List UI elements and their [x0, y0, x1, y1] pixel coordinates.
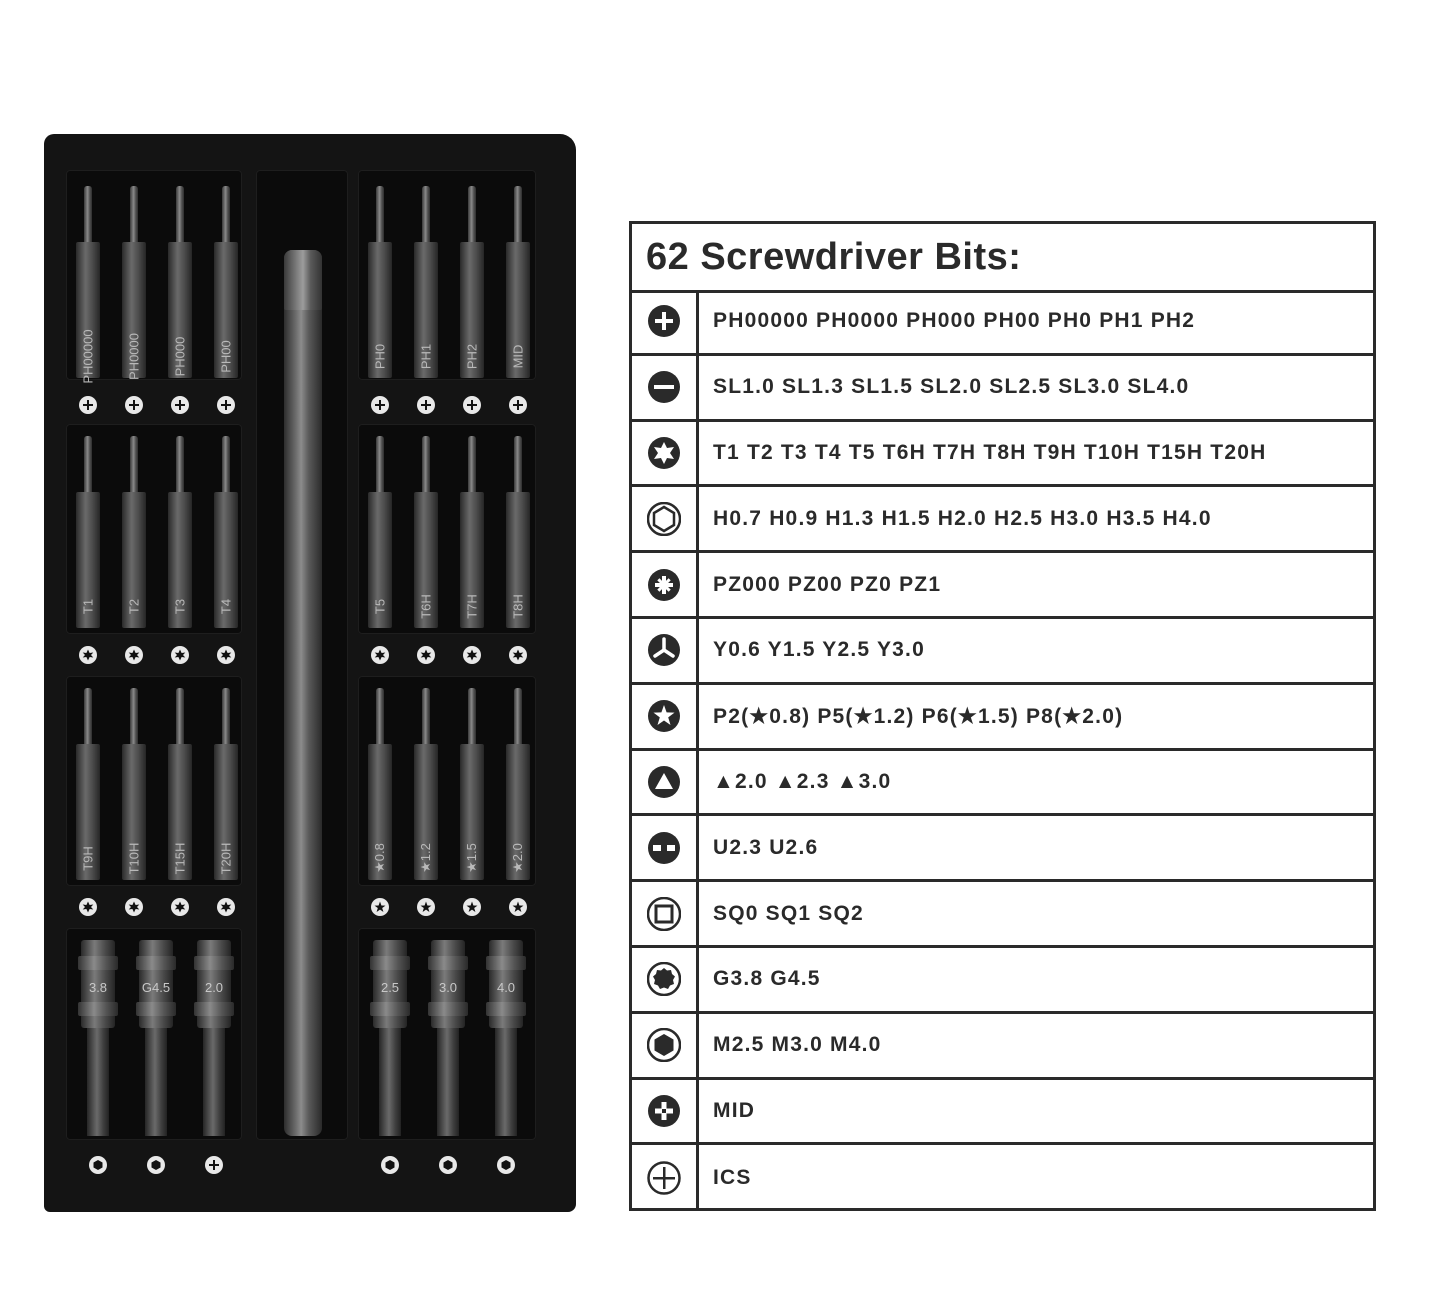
- row-icon-cell: [632, 816, 699, 879]
- square-icon: [647, 897, 681, 931]
- pentalobe-icon: [647, 699, 681, 733]
- screwdriver-bit[interactable]: [166, 186, 194, 378]
- bit-label: PH00: [218, 340, 234, 373]
- bit-tip: [84, 688, 92, 748]
- table-row: [632, 553, 1373, 619]
- socket-bit[interactable]: [76, 940, 120, 1136]
- table-row: [632, 422, 1373, 488]
- socket-stem: [87, 1028, 109, 1136]
- row-bit-sizes: G3.8 G4.5: [713, 967, 821, 991]
- star-icon: [371, 898, 389, 916]
- torx-icon: [79, 646, 97, 664]
- handle-cap: [284, 250, 322, 310]
- row-icon-cell: [632, 685, 699, 748]
- phillips-icon: [217, 396, 235, 414]
- bit-label: PH2: [464, 343, 480, 370]
- socket-bit[interactable]: [192, 940, 236, 1136]
- screwdriver-bit[interactable]: [166, 688, 194, 880]
- torx-icon: [79, 898, 97, 916]
- socket-stem: [437, 1028, 459, 1136]
- bit-tip: [422, 186, 430, 246]
- screwdriver-bit[interactable]: [120, 688, 148, 880]
- bit-tip: [376, 436, 384, 496]
- row-bit-sizes: PZ000 PZ00 PZ0 PZ1: [713, 572, 942, 596]
- screwdriver-bit[interactable]: [366, 688, 394, 880]
- table-row: [632, 1145, 1373, 1211]
- phillips-icon: [171, 396, 189, 414]
- screwdriver-bit[interactable]: [504, 436, 532, 628]
- socket-band: [136, 956, 176, 970]
- row-bit-sizes: SL1.0 SL1.3 SL1.5 SL2.0 SL2.5 SL3.0 SL4.0: [713, 375, 1190, 399]
- bit-label: MID: [510, 344, 526, 369]
- bit-label: PH0000: [126, 333, 142, 380]
- bit-label: ★0.8: [372, 843, 387, 873]
- screwdriver-bit[interactable]: [74, 688, 102, 880]
- bit-label: T7H: [464, 594, 480, 619]
- row-icon-cell: [632, 1080, 699, 1143]
- row-icon-cell: [632, 290, 699, 353]
- screwdriver-bit[interactable]: [74, 436, 102, 628]
- table-title: 62 Screwdriver Bits:: [646, 235, 1022, 278]
- row-icon-cell: [632, 751, 699, 814]
- row-bit-sizes: P2(★0.8) P5(★1.2) P6(★1.5) P8(★2.0): [713, 704, 1124, 728]
- bit-label: T8H: [510, 594, 526, 619]
- row-icon-cell: [632, 948, 699, 1011]
- socket-band: [428, 1002, 468, 1016]
- screwdriver-bit[interactable]: [120, 186, 148, 378]
- bit-list-table: [629, 221, 1376, 1211]
- bit-label: PH1: [418, 343, 434, 370]
- screwdriver-handle[interactable]: [284, 250, 322, 1136]
- table-row: [632, 487, 1373, 553]
- screwdriver-bit[interactable]: [120, 436, 148, 628]
- screwdriver-bit[interactable]: [458, 436, 486, 628]
- table-row: [632, 685, 1373, 751]
- phillips-icon: [647, 304, 681, 338]
- torx-icon: [217, 898, 235, 916]
- row-bit-sizes: MID: [713, 1098, 756, 1122]
- socket-band: [194, 956, 234, 970]
- table-row: [632, 1014, 1373, 1080]
- tri-wing-icon: [647, 633, 681, 667]
- screwdriver-bit[interactable]: [412, 186, 440, 378]
- row-icon-cell: [632, 882, 699, 945]
- hex-icon: [647, 502, 681, 536]
- row-bit-sizes: H0.7 H0.9 H1.3 H1.5 H2.0 H2.5 H3.0 H3.5 H4.0: [713, 506, 1212, 530]
- socket-band: [428, 956, 468, 970]
- torx-icon: [647, 436, 681, 470]
- torx-icon: [171, 646, 189, 664]
- row-bit-sizes: ▲2.0 ▲2.3 ▲3.0: [713, 769, 892, 793]
- bit-tip: [468, 186, 476, 246]
- screwdriver-bit[interactable]: [212, 688, 240, 880]
- bit-tip: [222, 186, 230, 246]
- bit-label: T4: [218, 598, 234, 615]
- socket-bit[interactable]: [484, 940, 528, 1136]
- socket-label: G4.5: [141, 980, 171, 995]
- row-bit-sizes: T1 T2 T3 T4 T5 T6H T7H T8H T9H T10H T15H T20H: [713, 440, 1267, 464]
- torx-icon: [217, 646, 235, 664]
- bit-label: PH0: [372, 343, 388, 370]
- phillips-icon: [463, 396, 481, 414]
- bit-label: T3: [172, 598, 188, 615]
- socket-bit[interactable]: [134, 940, 178, 1136]
- bit-label: T10H: [126, 842, 142, 875]
- screwdriver-bit[interactable]: [212, 436, 240, 628]
- socket-stem: [379, 1028, 401, 1136]
- socket-band: [370, 1002, 410, 1016]
- row-icon-cell: [632, 356, 699, 419]
- socket-band: [486, 956, 526, 970]
- ics-icon: [647, 1161, 681, 1195]
- bit-tip: [84, 186, 92, 246]
- bit-tip: [222, 688, 230, 748]
- hexs-icon: [381, 1156, 399, 1174]
- screwdriver-bit[interactable]: [458, 186, 486, 378]
- screwdriver-bit[interactable]: [412, 688, 440, 880]
- torx-icon: [463, 646, 481, 664]
- row-icon-cell: [632, 487, 699, 550]
- row-icon-cell: [632, 553, 699, 616]
- bit-label: T5: [372, 598, 388, 615]
- bit-label: PH000: [172, 336, 188, 377]
- bit-label: T20H: [218, 842, 234, 875]
- bit-label: ★1.5: [464, 843, 479, 873]
- bit-label: ★1.2: [418, 843, 433, 873]
- phillips-icon: [371, 396, 389, 414]
- bit-tip: [130, 436, 138, 496]
- bit-tip: [514, 186, 522, 246]
- socket-label: 3.0: [438, 980, 458, 995]
- screwdriver-bit[interactable]: [366, 436, 394, 628]
- torx-icon: [417, 646, 435, 664]
- star-icon: [463, 898, 481, 916]
- socket-bit[interactable]: [368, 940, 412, 1136]
- torx-icon: [125, 646, 143, 664]
- torx-icon: [125, 898, 143, 916]
- socket-label: 2.5: [380, 980, 400, 995]
- screwdriver-bit[interactable]: [74, 186, 102, 384]
- row-icon-cell: [632, 619, 699, 682]
- u-type-icon: [647, 831, 681, 865]
- socket-band: [486, 1002, 526, 1016]
- phillips-icon: [205, 1156, 223, 1174]
- row-bit-sizes: M2.5 M3.0 M4.0: [713, 1033, 882, 1057]
- screwdriver-bit[interactable]: [212, 186, 240, 378]
- socket-bit[interactable]: [426, 940, 470, 1136]
- bit-tip: [176, 186, 184, 246]
- bit-label: T6H: [418, 594, 434, 619]
- gear-icon: [647, 962, 681, 996]
- bit-tip: [130, 186, 138, 246]
- socket-label: 2.0: [204, 980, 224, 995]
- triangle-icon: [647, 765, 681, 799]
- bit-tip: [130, 688, 138, 748]
- hex-socket-icon: [647, 1028, 681, 1062]
- screwdriver-bit[interactable]: [504, 186, 532, 378]
- bit-label: ★2.0: [510, 843, 525, 873]
- table-row: [632, 948, 1373, 1014]
- torx-icon: [171, 898, 189, 916]
- bit-label: T15H: [172, 842, 188, 875]
- row-bit-sizes: Y0.6 Y1.5 Y2.5 Y3.0: [713, 638, 925, 662]
- table-row: [632, 1080, 1373, 1146]
- bit-tip: [376, 688, 384, 748]
- phillips-icon: [125, 396, 143, 414]
- row-bit-sizes: PH00000 PH0000 PH000 PH00 PH0 PH1 PH2: [713, 309, 1196, 333]
- socket-stem: [495, 1028, 517, 1136]
- torx-icon: [509, 646, 527, 664]
- row-bit-sizes: U2.3 U2.6: [713, 835, 819, 859]
- socket-band: [136, 1002, 176, 1016]
- table-row: [632, 816, 1373, 882]
- star-icon: [509, 898, 527, 916]
- screwdriver-bit[interactable]: [166, 436, 194, 628]
- slotted-icon: [647, 370, 681, 404]
- bit-label: T9H: [80, 846, 96, 871]
- phillips-icon: [417, 396, 435, 414]
- bit-tip: [468, 436, 476, 496]
- bit-tip: [514, 688, 522, 748]
- row-icon-cell: [632, 1145, 699, 1211]
- socket-band: [370, 956, 410, 970]
- mid-icon: [647, 1094, 681, 1128]
- hexs-icon: [147, 1156, 165, 1174]
- bit-tip: [468, 688, 476, 748]
- screwdriver-bit[interactable]: [366, 186, 394, 378]
- socket-band: [194, 1002, 234, 1016]
- screwdriver-bit[interactable]: [458, 688, 486, 880]
- hexs-icon: [89, 1156, 107, 1174]
- star-icon: [417, 898, 435, 916]
- bit-tip: [176, 688, 184, 748]
- phillips-icon: [79, 396, 97, 414]
- socket-label: 3.8: [88, 980, 108, 995]
- row-icon-cell: [632, 1014, 699, 1077]
- screwdriver-bit[interactable]: [504, 688, 532, 880]
- socket-stem: [203, 1028, 225, 1136]
- bit-label: T2: [126, 598, 142, 615]
- pozidriv-icon: [647, 568, 681, 602]
- bit-tip: [422, 688, 430, 748]
- torx-icon: [371, 646, 389, 664]
- bit-tip: [514, 436, 522, 496]
- socket-band: [78, 956, 118, 970]
- row-icon-cell: [632, 422, 699, 485]
- table-row: [632, 751, 1373, 817]
- socket-band: [78, 1002, 118, 1016]
- bit-label: PH00000: [80, 329, 96, 384]
- table-row: [632, 356, 1373, 422]
- screwdriver-bit[interactable]: [412, 436, 440, 628]
- phillips-icon: [509, 396, 527, 414]
- bit-tip: [422, 436, 430, 496]
- socket-stem: [145, 1028, 167, 1136]
- hexs-icon: [497, 1156, 515, 1174]
- table-row: [632, 619, 1373, 685]
- row-bit-sizes: SQ0 SQ1 SQ2: [713, 901, 864, 925]
- bit-tip: [376, 186, 384, 246]
- bit-tip: [84, 436, 92, 496]
- table-row: [632, 290, 1373, 356]
- hexs-icon: [439, 1156, 457, 1174]
- table-row: [632, 882, 1373, 948]
- bit-tip: [176, 436, 184, 496]
- bit-tip: [222, 436, 230, 496]
- socket-label: 4.0: [496, 980, 516, 995]
- table-header: [632, 224, 1373, 293]
- row-bit-sizes: ICS: [713, 1166, 752, 1190]
- bit-label: T1: [80, 598, 96, 615]
